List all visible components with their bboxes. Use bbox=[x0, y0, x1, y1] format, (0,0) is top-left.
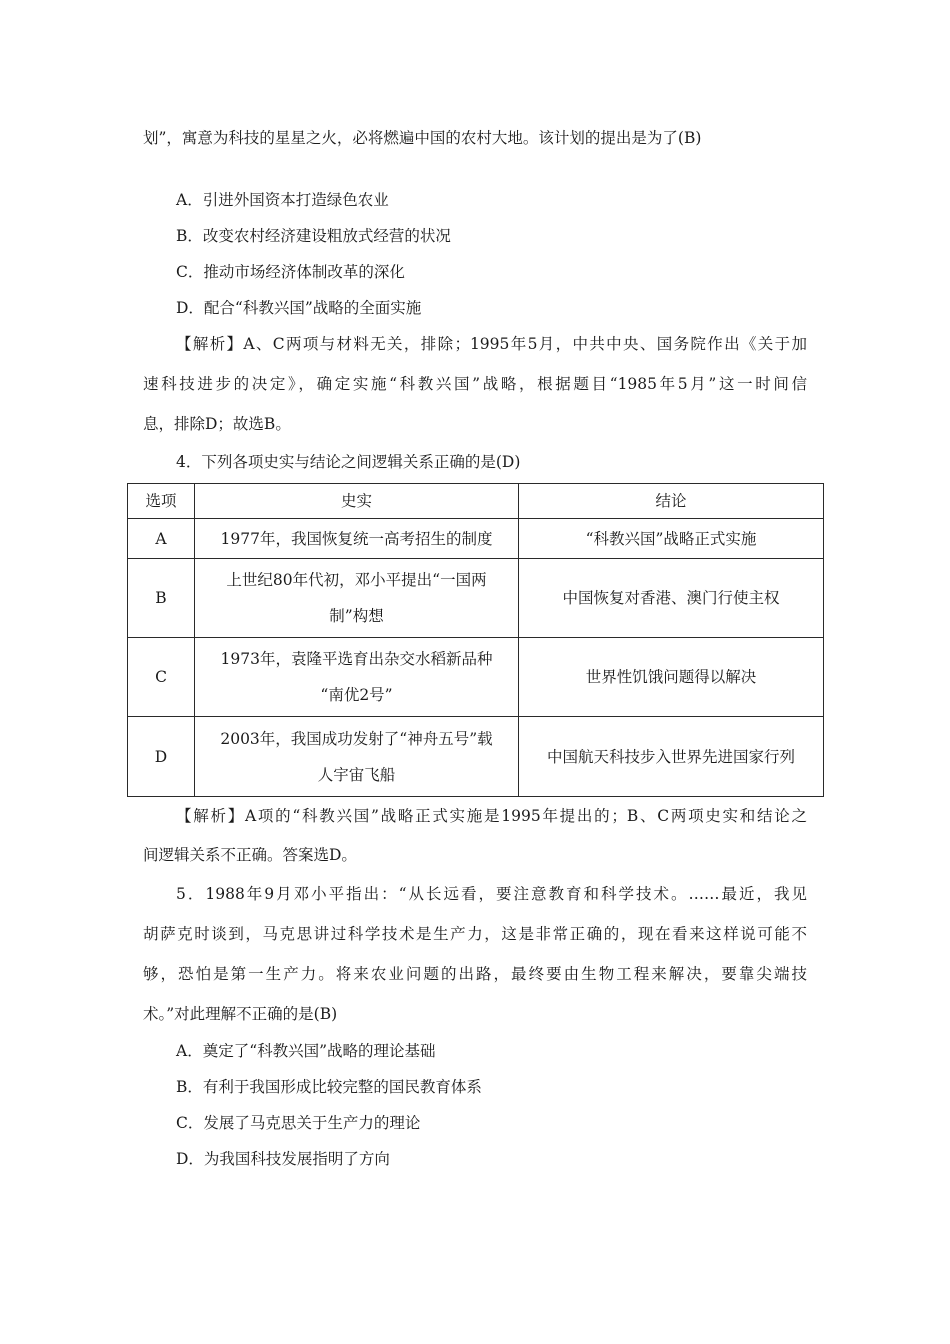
q5-option-a: A．奠定了“科教兴国”战略的理论基础 bbox=[176, 1042, 436, 1060]
table-cell-option: B bbox=[128, 559, 195, 638]
q5-stem-line-2: 胡萨克时谈到，马克思讲过科学技术是生产力，这是非常正确的，现在看来这样说可能不 bbox=[143, 925, 807, 943]
q5-option-c: C．发展了马克思关于生产力的理论 bbox=[176, 1114, 421, 1132]
table-cell-option: D bbox=[128, 717, 195, 797]
table-row bbox=[128, 717, 824, 797]
table-header-fact: 史实 bbox=[195, 484, 519, 519]
q5-stem-line-3: 够，恐怕是第一生产力。将来农业问题的出路，最终要由生物工程来解决，要靠尖端技 bbox=[143, 965, 807, 983]
q3-option-a: A．引进外国资本打造绿色农业 bbox=[176, 191, 389, 209]
table-cell-fact bbox=[195, 717, 519, 797]
table-cell-conclusion: 中国航天科技步入世界先进国家行列 bbox=[519, 717, 824, 797]
q3-option-c: C．推动市场经济体制改革的深化 bbox=[176, 263, 405, 281]
q3-analysis-line-1: 【解析】A、C两项与材料无关，排除；1995年5月，中共中央、国务院作出《关于加 bbox=[176, 335, 807, 353]
table-cell-fact-line: 人宇宙飞船 bbox=[317, 765, 396, 784]
table-cell-conclusion: 世界性饥饿问题得以解决 bbox=[519, 638, 824, 717]
table-row bbox=[128, 519, 824, 559]
intro-line: 划”，寓意为科技的星星之火，必将燃遍中国的农村大地。该计划的提出是为了(B) bbox=[143, 129, 702, 147]
q4-analysis-line-2: 间逻辑关系不正确。答案选D。 bbox=[143, 846, 357, 864]
table-cell-fact-line: 2003年，我国成功发射了“神舟五号”载 bbox=[220, 729, 493, 748]
table-header-conclusion: 结论 bbox=[519, 484, 824, 519]
table-row bbox=[128, 559, 824, 638]
table-cell-fact: 1977年，我国恢复统一高考招生的制度 bbox=[195, 519, 519, 559]
table-cell-option: A bbox=[128, 519, 195, 559]
table-cell-fact bbox=[195, 638, 519, 717]
q5-option-b: B．有利于我国形成比较完整的国民教育体系 bbox=[176, 1078, 482, 1096]
q3-analysis-line-2: 速科技进步的决定》，确定实施“科教兴国”战略，根据题目“1985年5月”这一时间信 bbox=[143, 375, 807, 393]
q5-stem-line-4: 术。”对此理解不正确的是(B) bbox=[143, 1005, 338, 1023]
q4-analysis-line-1: 【解析】A项的“科教兴国”战略正式实施是1995年提出的；B、C两项史实和结论之 bbox=[176, 807, 807, 825]
table-header-row bbox=[128, 484, 824, 519]
q3-option-b: B．改变农村经济建设粗放式经营的状况 bbox=[176, 227, 451, 245]
q3-analysis-line-3: 息，排除D；故选B。 bbox=[143, 415, 291, 433]
table-cell-option: C bbox=[128, 638, 195, 717]
table-cell-fact-line: “南优2号” bbox=[320, 686, 393, 704]
q4-stem: 4．下列各项史实与结论之间逻辑关系正确的是(D) bbox=[176, 453, 521, 471]
table-cell-fact bbox=[195, 559, 519, 638]
table-cell-fact-line: 制”构想 bbox=[329, 607, 384, 625]
table-header-option: 选项 bbox=[128, 484, 195, 519]
table-cell-fact-line: 上世纪80年代初，邓小平提出“一国两 bbox=[226, 571, 487, 589]
q5-stem-line-1: 5．1988年9月邓小平指出：“从长远看，要注意教育和科学技术。……最近，我见 bbox=[176, 885, 807, 903]
table-row bbox=[128, 638, 824, 717]
q4-table bbox=[127, 483, 824, 797]
table-cell-fact-line: 1973年，袁隆平选育出杂交水稻新品种 bbox=[220, 650, 493, 668]
table-cell-conclusion: 中国恢复对香港、澳门行使主权 bbox=[519, 559, 824, 638]
table-cell-conclusion: “科教兴国”战略正式实施 bbox=[519, 519, 824, 559]
q5-option-d: D．为我国科技发展指明了方向 bbox=[176, 1150, 390, 1168]
q3-option-d: D．配合“科教兴国”战略的全面实施 bbox=[176, 299, 422, 317]
